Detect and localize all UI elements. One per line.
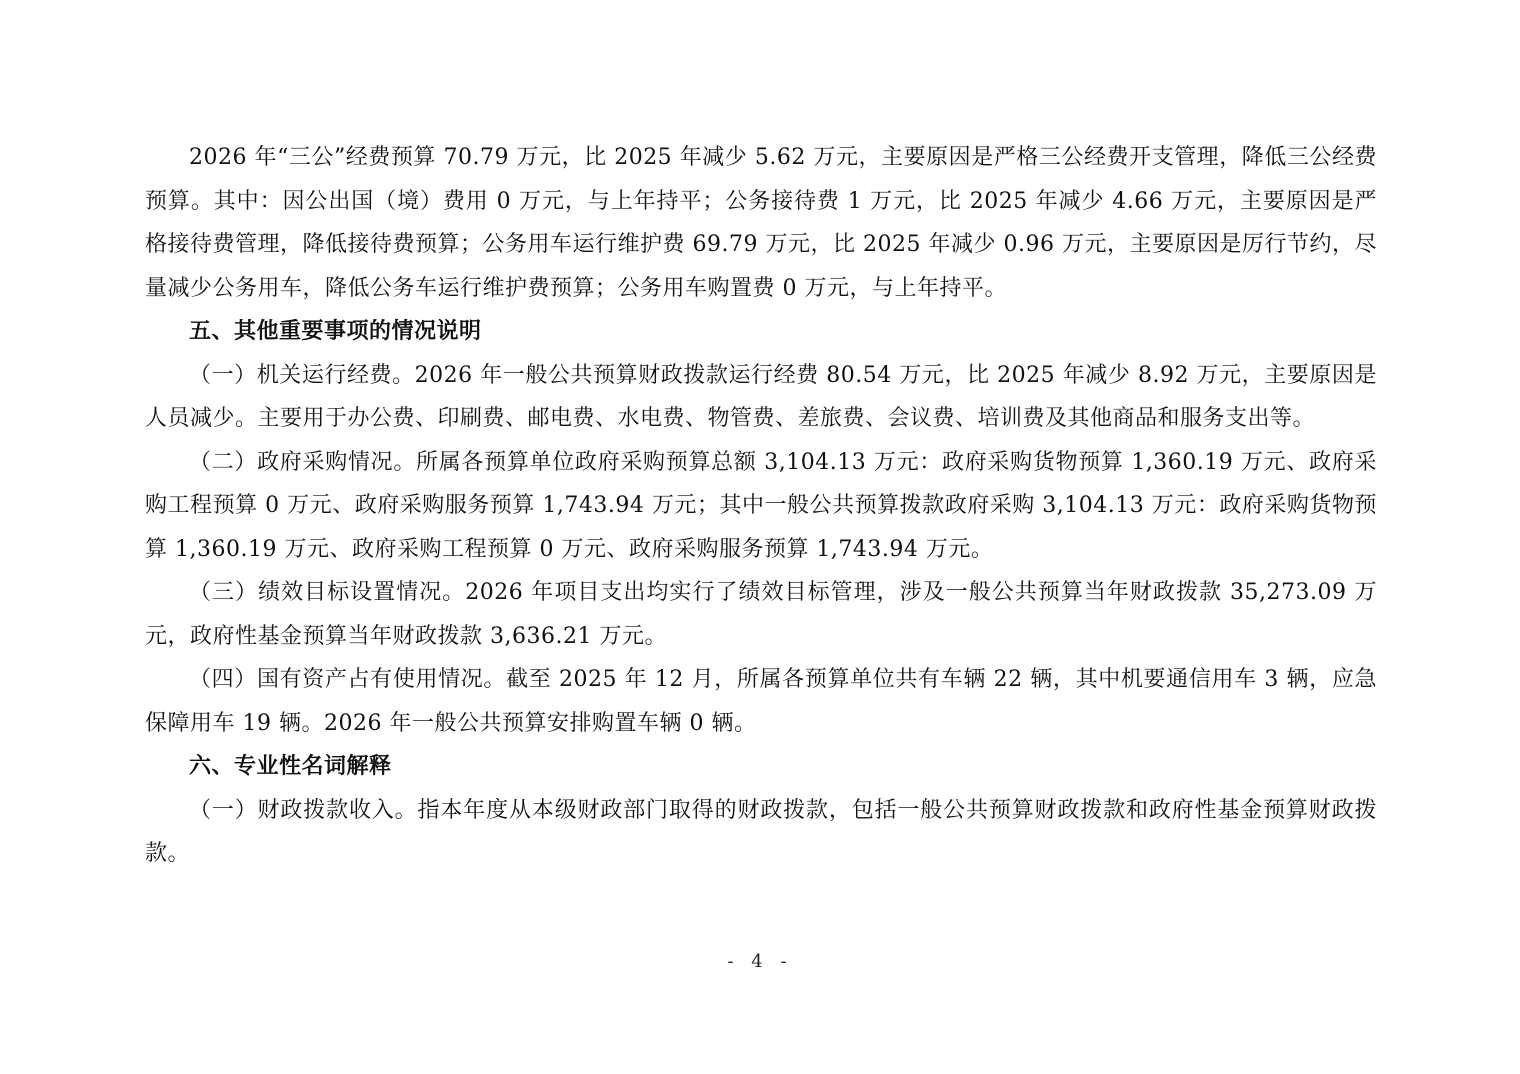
paragraph-government-procurement: （二）政府采购情况。所属各预算单位政府采购预算总额 3,104.13 万元：政府采购货物预算 1,360.19 万元、政府采购工程预算 0 万元、政府采购服务预算 1,743.94 万元；其中一般公共预算拨款政府采购 3,104.13 万元：政府采购货物预算 1,360.19 万元、政府采购工程预算 0 万元、政府采购服务预算 1,743.94 万元。	[145, 449, 1377, 562]
paragraph-fiscal-appropriation-income: （一）财政拨款收入。指本年度从本级财政部门取得的财政拨款，包括一般公共预算财政拨款和政府性基金预算财政拨款。	[145, 797, 1377, 866]
page-number: - 4 -	[727, 951, 793, 972]
paragraph-three-public-expenses: 2026 年“三公”经费预算 70.79 万元，比 2025 年减少 5.62 万元，主要原因是严格三公经费开支管理，降低三公经费预算。其中：因公出国（境）费用 0 万元，与上年持平；公务接待费 1 万元，比 2025 年减少 4.66 万元，主要原因是严格接待费管理，降低接待费预算；公务用车运行维护费 69.79 万元，比 2025 年减少 0.96 万元，主要原因是厉行节约，尽量减少公务用车，降低公务车运行维护费预算；公务用车购置费 0 万元，与上年持平。	[145, 145, 1377, 301]
paragraph-state-assets: （四）国有资产占有使用情况。截至 2025 年 12 月，所属各预算单位共有车辆 22 辆，其中机要通信用车 3 辆，应急保障用车 19 辆。2026 年一般公共预算安排购置车辆 0 辆。	[145, 667, 1377, 736]
document-body	[145, 136, 1377, 876]
paragraph-performance-targets: （三）绩效目标设置情况。2026 年项目支出均实行了绩效目标管理，涉及一般公共预算当年财政拨款 35,273.09 万元，政府性基金预算当年财政拨款 3,636.21 万元。	[145, 580, 1377, 649]
section-heading-terminology: 六、专业性名词解释	[189, 754, 392, 779]
section-heading-other-important-matters: 五、其他重要事项的情况说明	[189, 319, 482, 344]
paragraph-agency-operating-funds: （一）机关运行经费。2026 年一般公共预算财政拨款运行经费 80.54 万元，比 2025 年减少 8.92 万元，主要原因是人员减少。主要用于办公费、印刷费、邮电费、水电费、物管费、差旅费、会议费、培训费及其他商品和服务支出等。	[145, 362, 1377, 431]
